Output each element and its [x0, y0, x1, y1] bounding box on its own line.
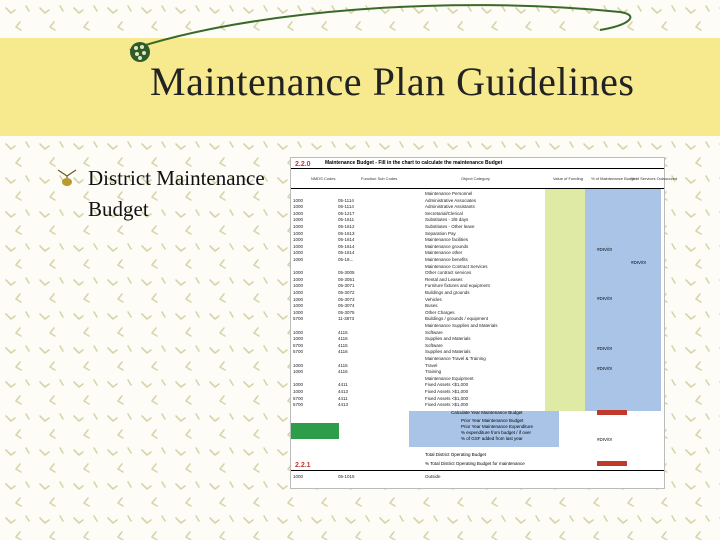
outside-rule: [291, 470, 664, 471]
section-number: 2.2.1: [295, 462, 311, 469]
div-error: #DIV/0!: [631, 260, 647, 265]
pct-label: % Total District Operating Budget for maintenance: [425, 461, 525, 466]
pct-div-error-cell: [597, 461, 627, 466]
bullet-icon: [56, 166, 78, 188]
div-error: #DIV/0!: [597, 366, 613, 371]
bullet-text: District Maintenance Budget: [88, 166, 265, 221]
added-indicator: [291, 423, 339, 439]
div-error: #DIV/0!: [597, 247, 613, 252]
div-error: #DIV/0!: [597, 346, 613, 351]
summary-line: % expenditure from budget / if over: [461, 430, 532, 435]
col-header-pct-outsourced: % of Services Outsourced: [631, 176, 678, 181]
section-number: 2.2.0: [295, 161, 311, 168]
summary-div-error-cell: [597, 410, 627, 415]
col-header-pct-budget: % of Maintenance Budget: [591, 176, 637, 181]
budget-spreadsheet: 2.2.0 Maintenance Budget - Fill in the chart to calculate the maintenance Budget NMDS Codes Function Sub Codes Object Category Value of Funding % of Maintenance Budget % of Services Outsourced Maintenance Personnel 1000 05-1114 Administrative Associates 1000 05-1114 Administrative Assistants 1000 05-1217 Secretarial/Clerical 1000 05-1611 Substitutes - 3/8 days 1000 05-1612 Substitutes - Other leave 1000 05-1613 Separation Pay 1000 05-1614 Maintenance facilities 1000 05-1614 Maintenance grounds 1000 05-1614 Maintenance other 1000 05-18... Maintenance benefits Maintenance Contract Services 1000 05-3005 Other contract services 1000 05-3051 Rental and Leases 1000 05-3071 Furniture fixtures and equipment 1000 05-3072 Buildings and grounds 1000 05-3073 Vehicles 1000 05-3074 Buses 1000 05-3075 Other Charges 5700 11-3873 Buildings / grounds / equipment Maintenance Supplies and Materials 1000 4115 Software 1000 4116 Supplies and Materials 5700 4115 Software 5700 4116 Supplies and Materials Maintenance Travel & Training 1000 4115 Travel 1000 4116 Training Maintenance Equipment 1000 4411 Fixed Assets <$1,000 1000 4413 Fixed Assets >$1,000 5700 4411 Fixed Assets <$1,000 5700 4413 Fixed Assets >$1,000 #DIV/0! #DIV/0! #DIV/0! #DIV/0! #DIV/0! Calculate Year Maintenance Budget Prior Year Maintenance Budget Prior Year Maintenance Expenditure % expenditure from budget / if over % of GSF added from last year #DIV/0! Total District Operating Budget % Total District Operating Budget for maintenance 2.2.1 1000 05-1015 Outside: [290, 157, 665, 489]
value-column: [545, 189, 585, 411]
col-header-value: Value of Funding: [553, 176, 583, 181]
slide-title: Maintenance Plan Guidelines: [150, 59, 635, 104]
summary-line: Prior Year Maintenance Budget: [461, 418, 524, 423]
summary-line: % of GSF added from last year: [461, 436, 523, 441]
summary-block: [409, 411, 559, 447]
decorative-swoosh: [100, 0, 640, 60]
div-error: #DIV/0!: [597, 437, 613, 442]
summary-line: Prior Year Maintenance Expenditure: [461, 424, 534, 429]
col-header-function: Function Sub Codes: [361, 176, 398, 181]
summary-line: Calculate Year Maintenance Budget: [451, 410, 523, 415]
div-error: #DIV/0!: [597, 296, 613, 301]
sheet-header: Maintenance Budget - Fill in the chart to calculate the maintenance Budget: [325, 160, 503, 166]
col-header-object: Object Category: [461, 176, 490, 181]
header-rule: [291, 168, 664, 169]
col-header-nmds: NMDS Codes: [311, 176, 336, 181]
total-label: Total District Operating Budget: [425, 452, 487, 457]
globe-icon: [128, 40, 152, 64]
